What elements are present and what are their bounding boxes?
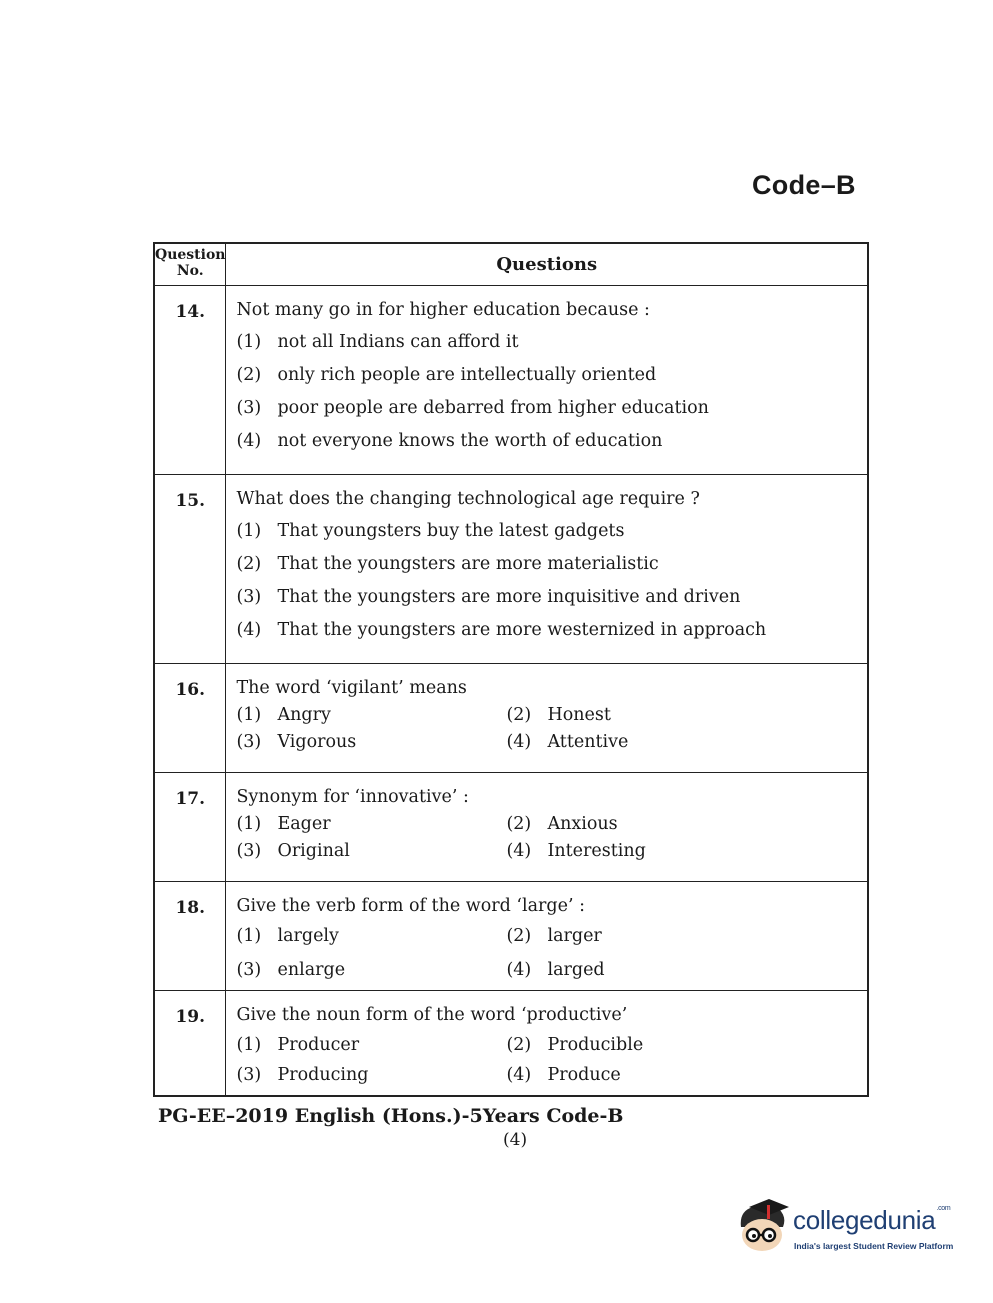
question-body [226,991,868,1097]
option-text: largely [277,926,339,946]
question-number: 17. [154,773,226,882]
option-text: enlarge [277,960,346,980]
option [236,554,857,575]
question-row-18 [154,882,868,991]
question-body [226,286,868,475]
question-number: 18. [154,882,226,991]
option-number: (3) [236,732,262,752]
question-number: 19. [154,991,226,1097]
option-number: (2) [506,705,532,725]
question-body [226,882,868,991]
option [236,841,506,861]
option-text: That the youngsters are more materialistic [277,554,659,574]
option-text: That youngsters buy the latest gadgets [277,521,625,541]
question-stem: Give the noun form of the word ‘productive’ [236,1005,628,1025]
question-row-14 [154,286,868,475]
logo-tagline: India's largest Student Review Platform [794,1241,954,1251]
question-number: 16. [154,664,226,773]
option-text: not all Indians can afford it [277,332,519,352]
option-text: Producing [277,1065,369,1085]
question-row-17 [154,773,868,882]
option-number: (2) [506,926,532,946]
header-questions: Questions [226,243,868,286]
question-stem: Give the verb form of the word ‘large’ : [236,896,585,916]
option-number: (4) [506,1065,532,1085]
option [506,926,857,946]
option [236,620,857,641]
option-text: That the youngsters are more westernized in approach [277,620,767,640]
option-number: (1) [236,1035,262,1055]
option [236,705,506,725]
option-text: Angry [277,705,331,725]
option [236,732,506,752]
option [506,1065,857,1085]
logo-suffix: .com [936,1205,951,1212]
question-stem: Synonym for ‘innovative’ : [236,787,469,807]
option-grid [236,1035,857,1085]
question-stem: The word ‘vigilant’ means [236,678,467,698]
question-stem: What does the changing technological age require ? [236,489,700,509]
option-number: (4) [506,960,532,980]
question-row-15 [154,475,868,664]
option [236,365,857,386]
option-number: (4) [236,431,262,451]
option-text: Anxious [547,814,618,834]
question-stem: Not many go in for higher education because : [236,300,650,320]
option-text: larged [547,960,605,980]
question-row-19 [154,991,868,1097]
option [506,960,857,980]
option-number: (3) [236,398,262,418]
option-number: (3) [236,960,262,980]
option-text: Eager [277,814,331,834]
option-number: (3) [236,841,262,861]
collegedunia-logo [735,1197,965,1257]
question-row-16 [154,664,868,773]
footer-exam-title: PG-EE–2019 English (Hons.)-5Years Code-B [158,1105,624,1127]
option-grid [236,926,857,980]
option-number: (2) [236,365,262,385]
option-text: Original [277,841,350,861]
question-body [226,475,868,664]
option-text: larger [547,926,602,946]
option-number: (2) [506,1035,532,1055]
option [236,926,506,946]
option-number: (2) [236,554,262,574]
logo-wordmark [793,1205,950,1236]
option [236,587,857,608]
question-body [226,773,868,882]
option-number: (1) [236,332,262,352]
question-number: 14. [154,286,226,475]
option-text: only rich people are intellectually oriented [277,365,657,385]
option-text: Producer [277,1035,360,1055]
option-text: Produce [547,1065,621,1085]
option [236,332,857,353]
mascot-icon [735,1197,793,1255]
option [236,1065,506,1085]
logo-name: collegedunia [793,1205,936,1235]
option-text: Vigorous [277,732,357,752]
option [236,398,857,419]
option-grid [236,705,857,752]
page-number: (4) [503,1130,528,1150]
option-text: That the youngsters are more inquisitive and driven [277,587,741,607]
option [236,814,506,834]
option-number: (4) [506,732,532,752]
question-table [153,242,869,1097]
code-label: Code–B [752,170,856,200]
header-question-no: Question No. [154,243,226,286]
question-number: 15. [154,475,226,664]
option-number: (1) [236,705,262,725]
option-number: (2) [506,814,532,834]
option-number: (1) [236,926,262,946]
option [506,1035,857,1055]
option-number: (3) [236,1065,262,1085]
option [236,960,506,980]
option-text: Attentive [547,732,629,752]
option-text: poor people are debarred from higher education [277,398,709,418]
option [506,732,857,752]
option-grid [236,814,857,861]
option [236,431,857,452]
option-text: not everyone knows the worth of education [277,431,663,451]
option [236,521,857,542]
option [506,814,857,834]
option [506,705,857,725]
option [506,841,857,861]
question-body [226,664,868,773]
option-number: (3) [236,587,262,607]
option-text: Honest [547,705,611,725]
option-number: (4) [506,841,532,861]
option [236,1035,506,1055]
option-text: Interesting [547,841,646,861]
option-number: (4) [236,620,262,640]
option-number: (1) [236,814,262,834]
table-header-row [154,243,868,286]
option-number: (1) [236,521,262,541]
option-text: Producible [547,1035,644,1055]
